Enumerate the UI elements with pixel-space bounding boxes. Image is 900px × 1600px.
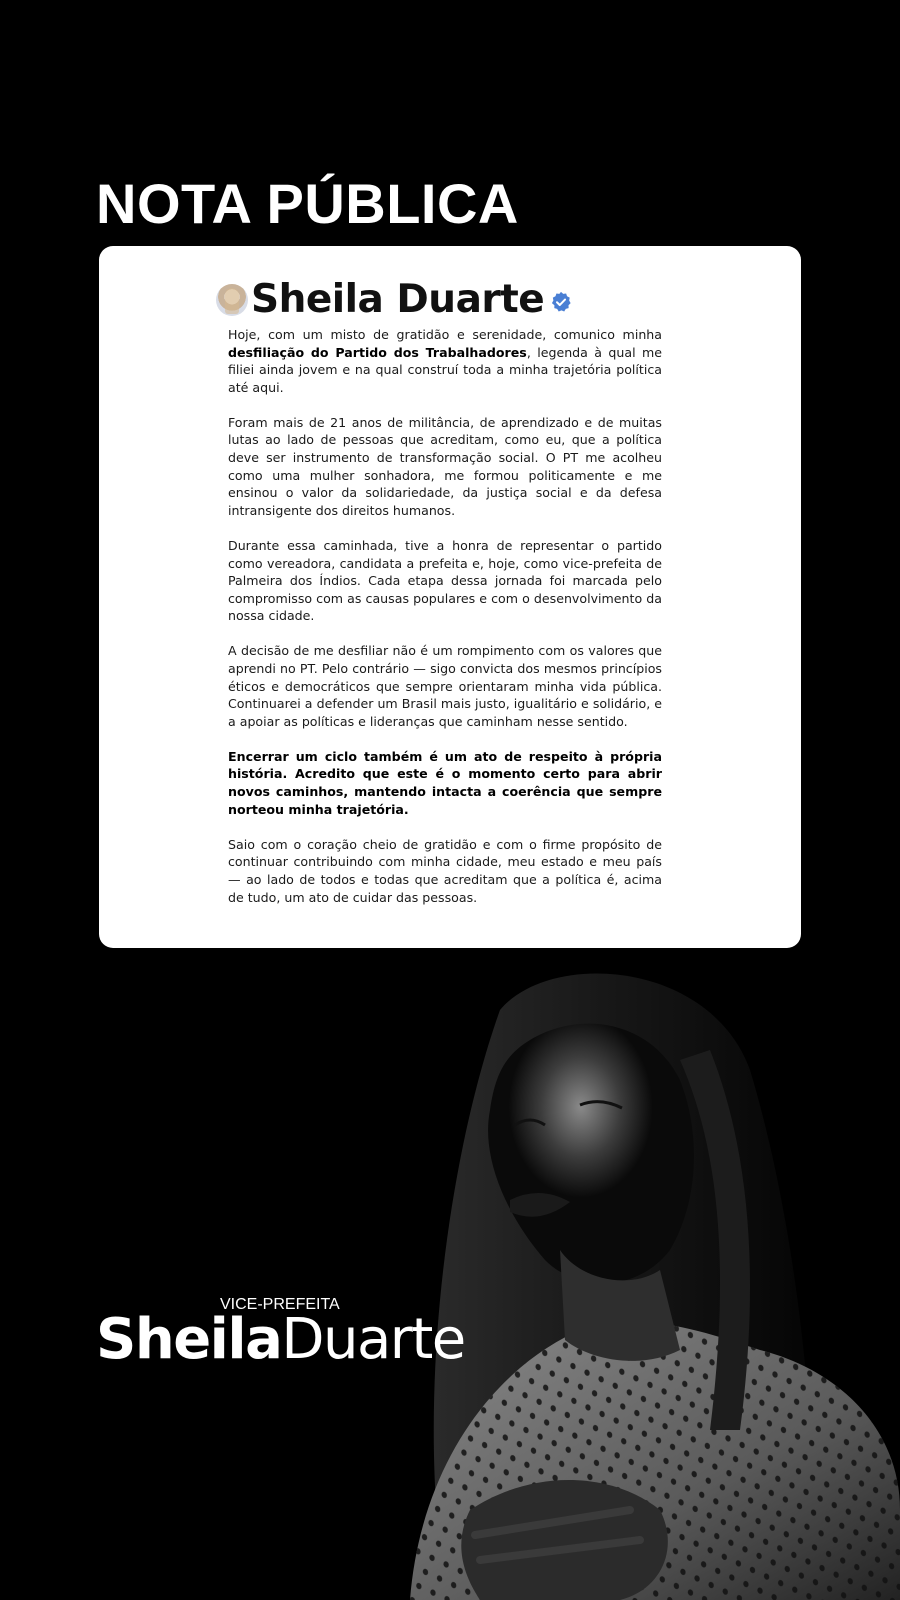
paragraph-text: , legenda à qual me filiei ainda jovem e na qual construí toda a minha trajetória política até aqui. (228, 344, 663, 395)
paragraph-1 (228, 326, 662, 396)
author-name: Sheila Duarte (251, 277, 545, 322)
portrait-photo (380, 950, 900, 1600)
portrait-illustration (380, 950, 900, 1600)
paragraph-text: Hoje, com um misto de gratidão e serenidade, comunico minha (228, 327, 662, 342)
paragraph-4: A decisão de me desfiliar não é um rompimento com os valores que aprendi no PT. Pelo contrário — sigo convicta dos mesmos princípios éticos e democráticos que sempre orientaram minha vida pública. Continuarei a defender um Brasil mais justo, igualitário e solidário, e a apoiar as políticas e lideranças que caminham nesse sentido. (228, 643, 662, 729)
signature-first-name: Sheila (96, 1307, 282, 1372)
verified-badge-icon (550, 291, 572, 313)
statement-body (228, 326, 662, 924)
statement-card (99, 246, 801, 948)
paragraph-6: Saio com o coração cheio de gratidão e com o firme propósito de continuar contribuindo com minha cidade, meu estado e meu país — ao lado de todos e todas que acreditam que a política é, acima de tudo, um ato de cuidar das pessoas. (228, 836, 662, 905)
post-header (216, 277, 572, 322)
avatar (216, 284, 248, 316)
page-title: NOTA PÚBLICA (96, 172, 519, 235)
paragraph-5: Encerrar um ciclo também é um ato de respeito à própria história. Acredito que este é o momento certo para abrir novos caminhos, mantendo intacta a coerência que sempre norteou minha trajetória. (228, 748, 662, 817)
paragraph-bold-text: desfiliação do Partido dos Trabalhadores (228, 344, 527, 360)
signature-last-name: Duarte (281, 1307, 465, 1372)
signature-name (96, 1307, 465, 1372)
signature-role: VICE-PREFEITA (220, 1296, 340, 1313)
paragraph-3: Durante essa caminhada, tive a honra de representar o partido como vereadora, candidata a prefeita e, hoje, como vice-prefeita de Palmeira dos Índios. Cada etapa dessa jornada foi marcada pelo compromisso com as causas populares e com o desenvolvimento da nossa cidade. (228, 537, 662, 624)
paragraph-2: Foram mais de 21 anos de militância, de aprendizado e de muitas lutas ao lado de pessoas que acreditam, como eu, que a política deve ser instrumento de transformação social. O PT me acolheu como uma mulher sonhadora, me formou politicamente e me ensinou o valor da solidariedade, da justiça social e da defesa intransigente dos direitos humanos. (228, 414, 662, 518)
